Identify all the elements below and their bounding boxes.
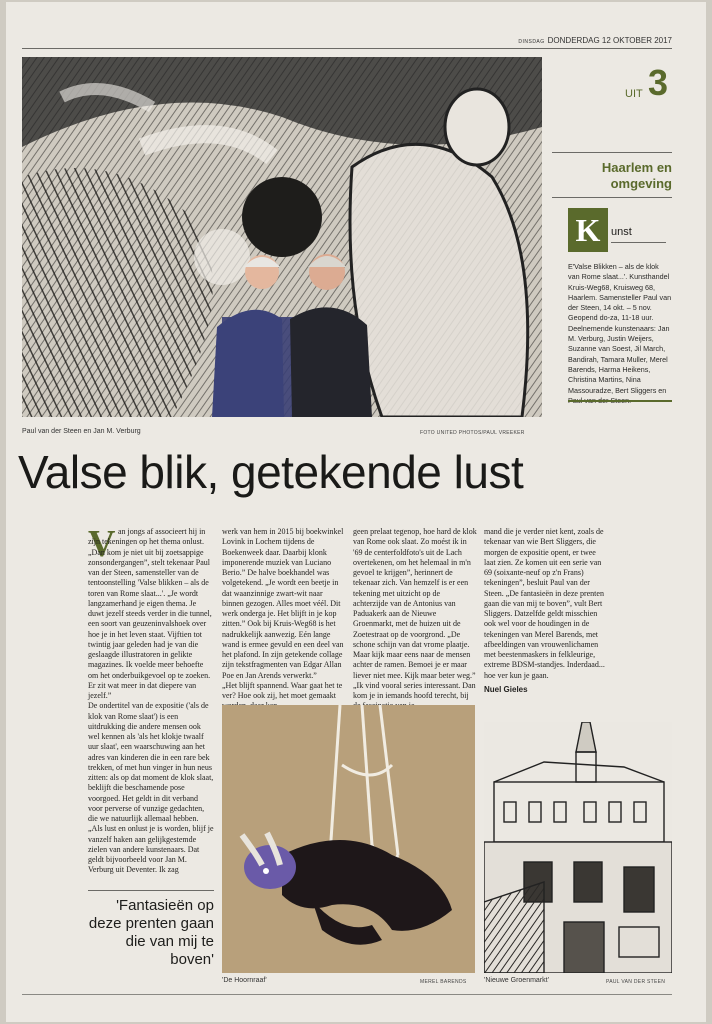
bottom-rule <box>22 994 672 995</box>
section-uit: UIT <box>625 88 643 100</box>
region-rule-bottom <box>552 197 672 198</box>
article-column-4 <box>484 527 608 694</box>
art2-credit: PAUL VAN DER STEEN <box>606 979 666 985</box>
art1-caption: 'De Hoornraaf' <box>222 977 267 984</box>
author-byline: Nuel Gieles <box>484 684 528 694</box>
date: DONDERDAG 12 OKTOBER 2017 <box>547 36 672 45</box>
paragraph-8: mand die je verder niet kent, zoals de tekenaar van wie Bert Sliggers, die morgen de expositie opent, er twee laat zien. Ze komen uit een serie van 69 (soixante-neuf op z'n Frans) tekeningen”, besluit Paul van der Steen. „De fantasieën in deze prenten gaan die van mij te boven”, vult Bert Sliggers. Datzelfde geldt misschien ook wel voor de houdingen in de tekeningen van Merel Barends, met afbeeldingen van vrouwenlichamen met beestenmaskers in felkleurige, extreme BDSM-standjes. Inderdaad... hoe ver kun je gaan. <box>484 527 605 680</box>
kunst-rule <box>611 242 666 243</box>
main-photo <box>22 57 542 417</box>
photo-illustration <box>22 57 542 417</box>
top-rule <box>22 48 672 49</box>
paragraph-7: „Ik vind vooral series interessant. Dan kom je in iemands hoofd terecht, bij <box>353 680 476 700</box>
info-rule <box>568 400 672 402</box>
region-line-2: omgeving <box>610 176 672 191</box>
art2-caption: 'Nieuwe Groenmarkt' <box>484 977 549 984</box>
region-rule-top <box>552 152 672 153</box>
section-number: 3 <box>648 62 669 103</box>
region-label <box>560 160 672 192</box>
drop-cap: V <box>88 523 116 565</box>
paragraph-4: werk van hem in 2015 bij boekwinkel Lovink in Lochem tijdens de Boekenweek daar. Daarbij klonk imponerende muziek van Luciano Berio.” De halve boekhandel was volgetekend. „Je wordt een beetje in dat waanzinnige zwart-wit naar binnen gezogen. Alles moet véél. Dit werk onderga je. Het blijft in je kop zitten.” Ook bij Kruis-Weg68 is het nadrukkelijk aanwezig. Eén lange wand is ermee gevuld en een deel van het plafond. In zijn getekende collage zijn tekstfragmenten van Edgar Allan Poe en Jan Arends verwerkt.” <box>222 527 344 680</box>
article-column-2 <box>222 527 346 712</box>
photo-credit: FOTO UNITED PHOTOS/PAUL VREEKER <box>420 430 525 436</box>
region-line-1: Haarlem en <box>601 160 672 175</box>
dateline <box>518 36 672 45</box>
headline: Valse blik, getekende lust <box>18 446 524 498</box>
hoornraaf-illustration <box>222 705 475 973</box>
date-prefix: DINSDAG <box>518 39 545 45</box>
photo-caption: Paul van der Steen en Jan M. Verburg <box>22 428 141 435</box>
paragraph-1: an jongs af associeert hij in zijn tekeningen op het thema onlust. „Dan kom je niet uit bij zoetsappige zonsondergangen”, stelt tekenaar Paul van der Steen, samensteller van de tentoonstelling 'Valse blikken – als de toren van Rome slaat...'. „Je wordt langzamerhand je eigen thema. Je duwt jezelf steeds verder in die tunnel, een soort van geuzeninvalshoek over hoe je in het leven staat. Vijftien tot twintig jaar geleden had je van die geslaagde illustratoren in gelikte magazines. Ik voelde meer behoefte om het onderbuikgevoel op te zoeken. Er zit wat meer in dat diepere van jezelf.” <box>88 527 212 700</box>
paragraph-5: „Het blijft spannend. Waar gaat het te ver? Hoe ook zij, het moet gemaakt <box>222 680 343 700</box>
artwork-nieuwe-groenmarkt <box>484 722 672 973</box>
article-column-3 <box>353 527 477 712</box>
kunst-initial: K <box>568 208 608 252</box>
groenmarkt-illustration <box>484 722 672 973</box>
exhibition-info: E'Valse Blikken – als de klok van Rome slaat...'. Kunsthandel Kruis-Weg68, Kruisweg 68, Haarlem. Samensteller Paul van der Steen, 14 okt. – 5 nov. Geopend do-za, 11-18 uur. Deelnemende kunstenaars: Jan M. Verburg, Justin Weijers, Suzanne van Soest, Jil March, Bandirah, Tamara Muller, Merel Barends, Harma Heikens, Christina Martins, Nina Massouradze, Bert Sliggers en <box>568 262 672 395</box>
kunst-rest: unst <box>611 226 632 238</box>
art1-credit: MEREL BARENDS <box>420 979 467 985</box>
paragraph-6: geen prelaat tegenop, hoe hard de klok van Rome ook slaat. Zo moést ik in '69 de centerfoldfoto's uit de Lach overtekenen, om het helemaal in m'n gevoel te krijgen”, herinnert de tekenaar zich. Van hemzelf is er een tekening met uitzicht op de achterzijde van de Antonius van Paduakerk aan de Nieuwe Groenmarkt, met de huizen uit de Zoetestraat op de voorgrond. „De schone schijn van dat vrome plaatje. Maar kijk maar eens naar de mensen achter de ramen. Bemoei je er maar liever niet mee. Kijk maar beter weg.” <box>353 527 477 680</box>
paragraph-3: „Als lust en onlust je is worden, blijf je vanzelf haken aan gelijkgestemde zielen van andere kunstenaars. Dat geldt bijvoorbeeld voor Jan M. Verburg uit Deventer. Ik zag <box>88 824 214 875</box>
paragraph-2: De ondertitel van de expositie ('als de klok van Rome slaat') is een uitdrukking die andere mensen ook wel kennen als 'als het klokje twaalf uur slaat', een waarschuwing aan het adres van kinderen die in een rare bek trekken, of met hun vinger in hun neus zitten: als op dat moment de klok slaat, beklijft die beschamende pose voorgoed. Het geldt in dit verband voor perverse of vunzige gedachten, die we natuurlijk allemaal hebben. <box>88 701 214 823</box>
artwork-hoornraaf <box>222 705 475 973</box>
article-column-1 <box>88 527 214 876</box>
pull-quote: 'Fantasieën op deze prenten gaan die van mij te boven' <box>88 890 214 969</box>
